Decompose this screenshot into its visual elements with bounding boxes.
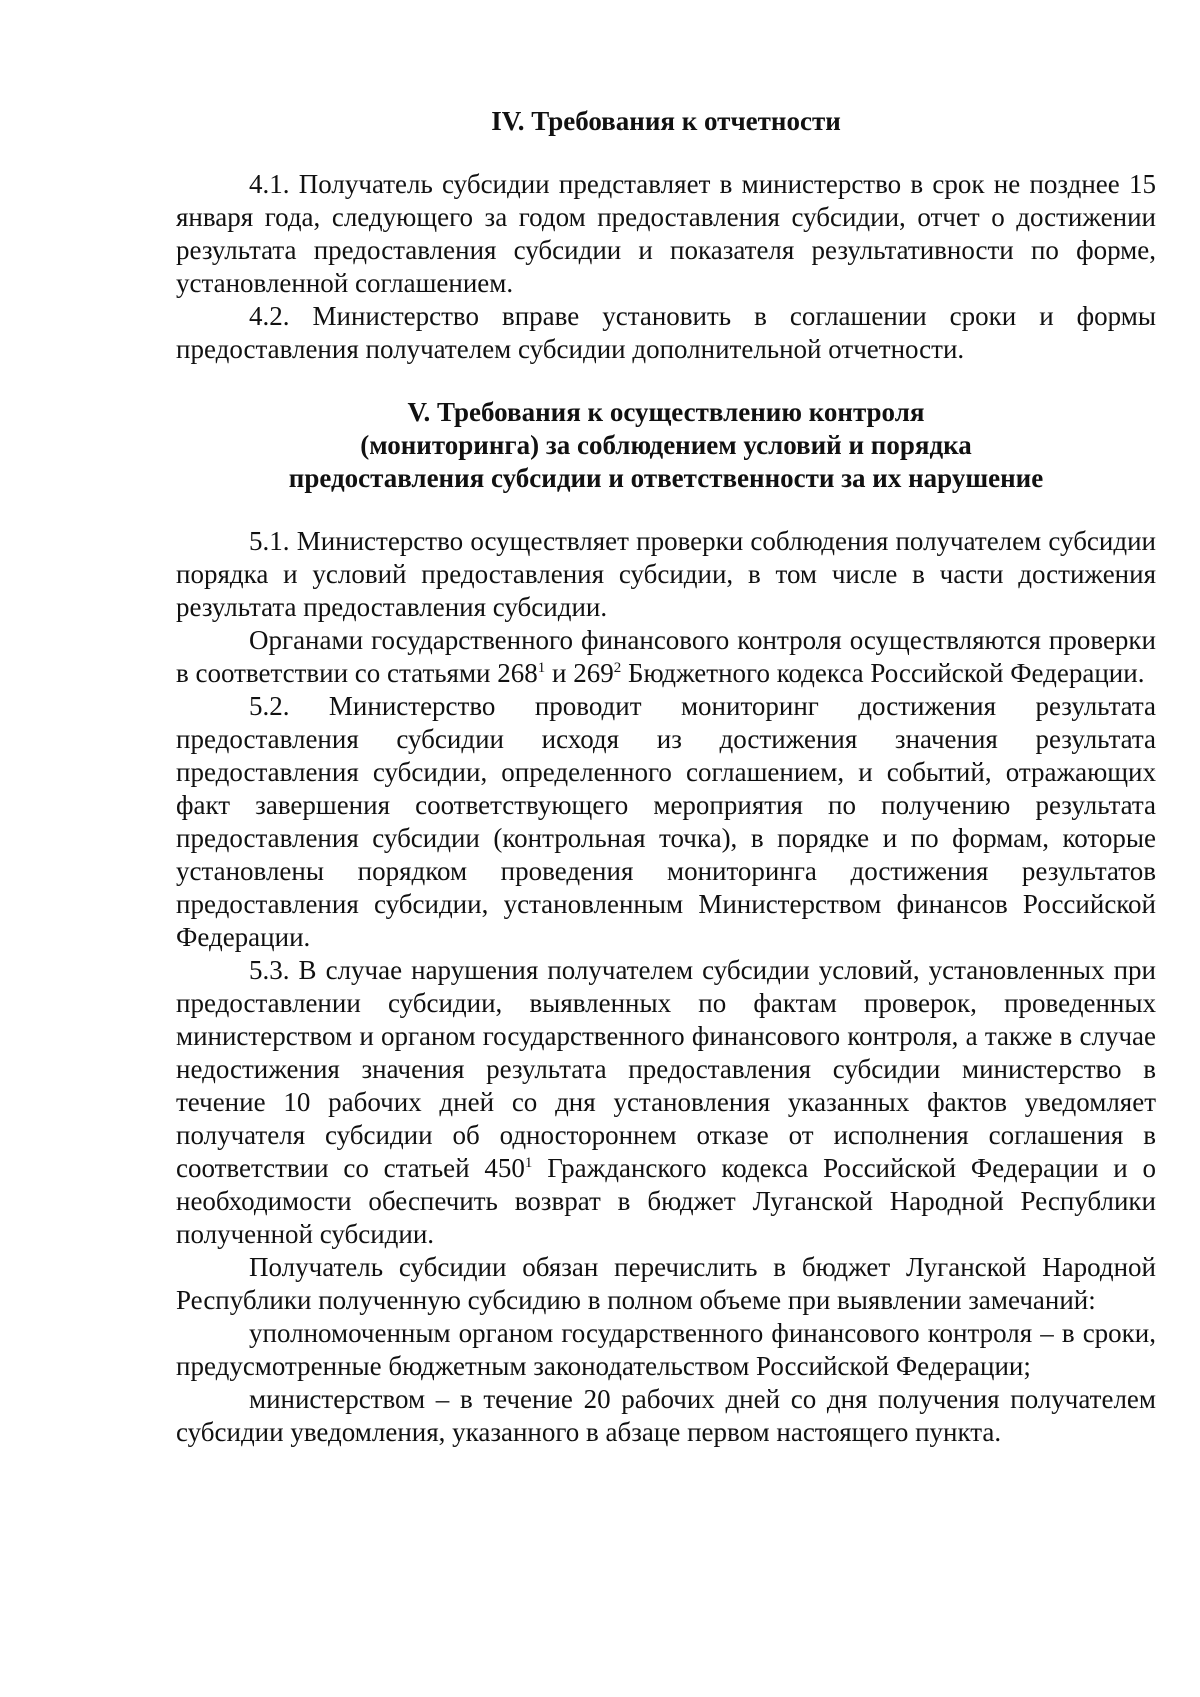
paragraph-5-2: 5.2. Министерство проводит мониторинг достижения результата предоставления субсидии исходя из достижения значения результата предоставления субсидии, определенного соглашением, и событий, отражающих факт завершения соответствующего мероприятия по получению результата предоставления субсидии (контрольная точка), в порядке и по формам, которые установлены порядком проведения мониторинга достижения результатов предоставления субсидии, установленным Министерством финансов Российской Федерации. (176, 691, 1156, 952)
paragraph-4-1: 4.1. Получатель субсидии представляет в министерство в срок не позднее 15 января года, следующего за годом предоставления субсидии, отчет о достижении результата предоставления субсидии и показателя результативности по форме, установленной соглашением. (176, 169, 1156, 298)
paragraph-4-2: 4.2. Министерство вправе установить в соглашении сроки и формы предоставления получателем субсидии дополнительной отчетности. (176, 301, 1156, 364)
section-5-heading-line-1: V. Требования к осуществлению контроля (407, 397, 925, 427)
paragraph-5-1-control-text-3: Бюджетного кодекса Российской Федерации. (621, 658, 1145, 688)
document-page (176, 105, 1156, 1449)
section-5-heading (176, 396, 1156, 495)
paragraph-5-3-return: Получатель субсидии обязан перечислить в бюджет Луганской Народной Республики полученную субсидию в полном объеме при выявлении замечаний: (176, 1252, 1156, 1315)
section-5-heading-line-3: предоставления субсидии и ответственности за их нарушение (288, 463, 1044, 493)
paragraph-5-3-ministry: министерством – в течение 20 рабочих дней со дня получения получателем субсидии уведомления, указанного в абзаце первом настоящего пункта. (176, 1384, 1156, 1447)
superscript-3: 1 (524, 1155, 533, 1171)
paragraph-5-3-text-2: Гражданского кодекса Российской Федерации и о необходимости обеспечить возврат в бюджет Луганской Народной Республики полученной субсидии. (176, 1153, 1156, 1249)
paragraph-5-3-control-body: уполномоченным органом государственного финансового контроля – в сроки, предусмотренные бюджетным законодательством Российской Федерации; (176, 1318, 1156, 1381)
section-5-heading-line-2: (мониторинга) за соблюдением условий и порядка (360, 430, 972, 460)
paragraph-5-3-text-1: 5.3. В случае нарушения получателем субсидии условий, установленных при предоставлении субсидии, выявленных по фактам проверок, проведенных министерством и органом государственного финансового контроля, а также в случае недостижения значения результата предоставления субсидии министерство в течение 10 рабочих дней со дня установления указанных фактов уведомляет получателя субсидии об одностороннем отказе от исполнения соглашения в соответствии со статьей 450 (176, 955, 1156, 1183)
paragraph-5-1-control-text-1: Органами государственного финансового контроля осуществляются проверки в соответствии со статьями 268 (176, 625, 1156, 688)
paragraph-5-1: 5.1. Министерство осуществляет проверки соблюдения получателем субсидии порядка и условий предоставления субсидии, в том числе в части достижения результата предоставления субсидии. (176, 526, 1156, 622)
section-4-heading: IV. Требования к отчетности (491, 106, 841, 136)
paragraph-5-1-control (176, 624, 1156, 690)
superscript-2: 2 (613, 660, 622, 676)
paragraph-5-3 (176, 954, 1156, 1251)
superscript-1: 1 (537, 660, 546, 676)
paragraph-5-1-control-text-2: и 269 (545, 658, 614, 688)
